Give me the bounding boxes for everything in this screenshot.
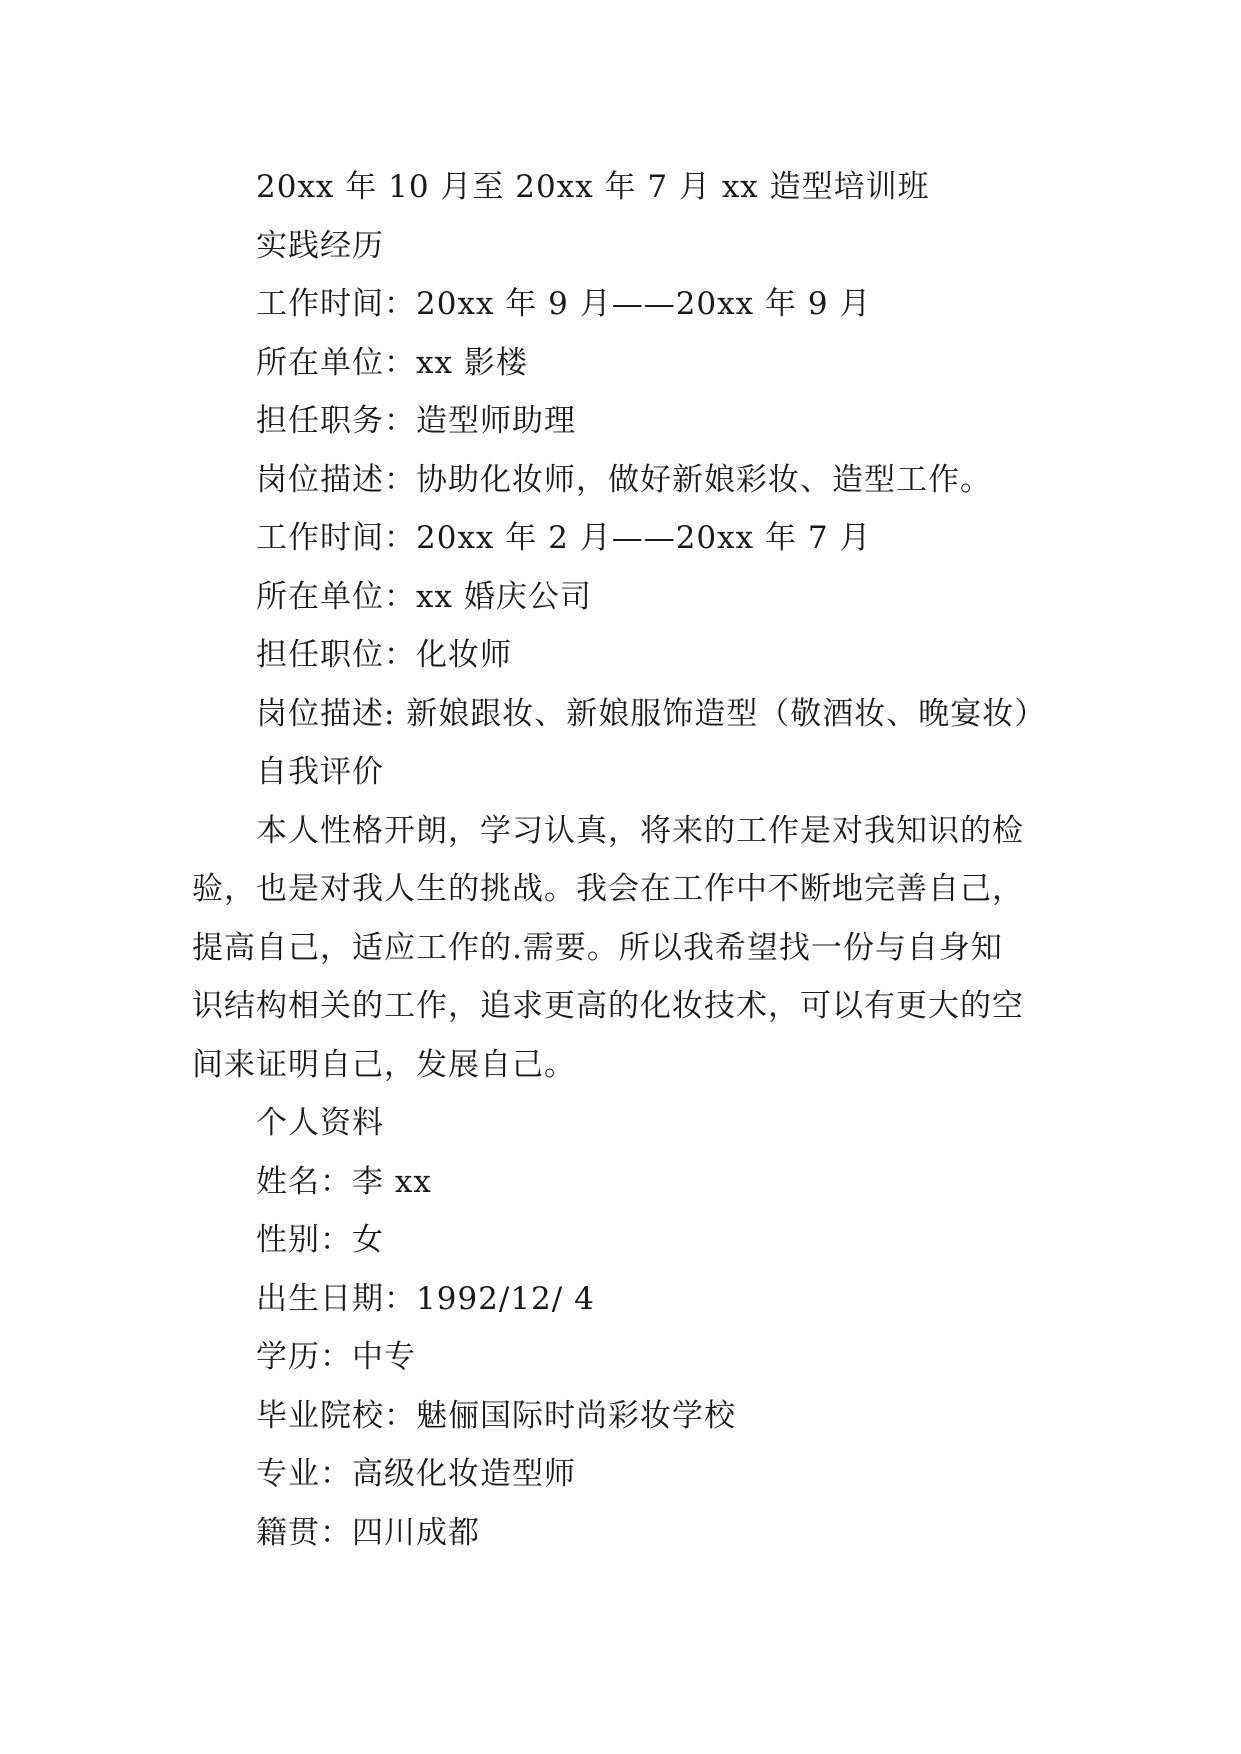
gender-line: 性别：女 (256, 1222, 384, 1258)
self-evaluation-paragraph (192, 802, 1052, 1095)
paragraph-line: 识结构相关的工作，追求更高的化妆技术，可以有更大的空 (192, 988, 1024, 1024)
work-period-1: 工作时间：20xx 年 9 月——20xx 年 9 月 (256, 286, 872, 322)
position-2: 担任职位：化妆师 (256, 637, 512, 673)
training-line: 20xx 年 10 月至 20xx 年 7 月 xx 造型培训班 (256, 169, 930, 205)
job-description-1: 岗位描述：协助化妆师，做好新娘彩妆、造型工作。 (256, 461, 992, 498)
job-description-2: 岗位描述: 新娘跟妆、新娘服饰造型（敬酒妆、晚宴妆） (256, 695, 1047, 732)
position-1: 担任职务：造型师助理 (256, 403, 576, 439)
school-line: 毕业院校：魅俪国际时尚彩妆学校 (256, 1397, 736, 1434)
document-body (192, 158, 1052, 1562)
paragraph-line: 本人性格开朗，学习认真，将来的工作是对我知识的检 (256, 812, 1024, 849)
birthdate-line: 出生日期：1992/12/ 4 (256, 1280, 595, 1317)
name-line: 姓名：李 xx (256, 1163, 432, 1200)
education-line: 学历：中专 (256, 1339, 416, 1375)
paragraph-line: 验，也是对我人生的挑战。我会在工作中不断地完善自己， (192, 871, 1024, 907)
major-line: 专业：高级化妆造型师 (256, 1456, 576, 1492)
paragraph-line: 提高自己，适应工作的.需要。所以我希望找一份与自身知 (192, 929, 1003, 966)
paragraph-line: 间来证明自己，发展自己。 (192, 1046, 576, 1083)
employer-1: 所在单位：xx 影楼 (256, 344, 528, 381)
section-heading-personal-info: 个人资料 (256, 1105, 384, 1141)
section-heading-self-evaluation: 自我评价 (256, 754, 384, 790)
section-heading-practice: 实践经历 (256, 227, 384, 264)
employer-2: 所在单位：xx 婚庆公司 (256, 578, 592, 615)
hometown-line: 籍贯：四川成都 (256, 1514, 480, 1551)
work-period-2: 工作时间：20xx 年 2 月——20xx 年 7 月 (256, 520, 872, 556)
